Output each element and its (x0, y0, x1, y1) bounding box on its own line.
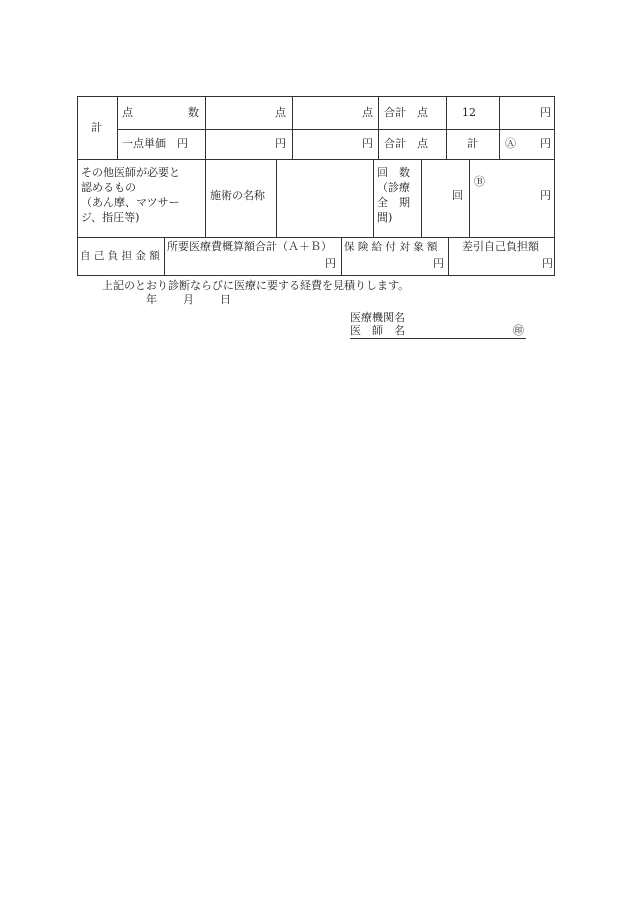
total-points-value: 12 (462, 106, 476, 119)
estimate-table (77, 96, 555, 276)
total-points-label: 合計 点 (384, 106, 428, 119)
unit-price-label: 一点単価 円 (122, 137, 188, 150)
col-divider (378, 97, 379, 159)
other-items-line: その他医師が必要と (81, 166, 180, 179)
treatment-name-label: 施術の名称 (210, 189, 265, 202)
count-unit: 回 (452, 189, 463, 202)
date-month-label: 月 (183, 293, 194, 306)
points-label: 点 (122, 106, 133, 119)
date-year-label: 年 (146, 293, 157, 306)
col-divider (117, 97, 118, 159)
yen-unit: 円 (540, 189, 551, 202)
col-divider (448, 237, 449, 276)
insurance-benefit-label: 保 険 給 付 対 象 額 (344, 241, 438, 253)
row-divider (78, 159, 555, 160)
net-self-burden-label: 差引自己負担額 (462, 240, 539, 253)
total-label: 計 (467, 137, 478, 150)
self-burden-label: 自 己 負 担 金 額 (80, 250, 160, 262)
doctor-name-underline (350, 338, 526, 339)
col-divider (205, 159, 206, 237)
yen-unit: 円 (433, 257, 444, 270)
mark-b: Ⓑ (474, 175, 485, 188)
yen-unit: 円 (540, 106, 551, 119)
total-points-label: 合計 点 (384, 137, 428, 150)
col-divider (292, 97, 293, 159)
seal-mark: ㊞ (513, 324, 524, 337)
other-items-line: 認めるもの (81, 181, 136, 194)
points-unit: 点 (275, 106, 286, 119)
count-label-line: （診療 (377, 181, 410, 194)
yen-unit: 円 (542, 257, 553, 270)
doctor-name-label: 医 師 名 (350, 324, 405, 337)
count-label-line: 全 期 (377, 196, 410, 209)
col-divider (446, 97, 447, 159)
col-divider (276, 159, 277, 237)
mark-a: Ⓐ (505, 137, 516, 150)
yen-unit: 円 (540, 137, 551, 150)
col-divider (499, 97, 500, 159)
count-label-line: 間) (377, 211, 393, 224)
col-divider (341, 237, 342, 276)
institution-name-label: 医療機関名 (350, 311, 405, 324)
total-section-label: 計 (91, 121, 102, 134)
total-required-label: 所要医療費概算額合計（Ａ＋Ｂ） (167, 240, 332, 253)
col-divider (469, 159, 470, 237)
estimate-statement: 上記のとおり診断ならびに医療に要する経費を見積りします。 (102, 279, 410, 292)
yen-unit: 円 (325, 257, 336, 270)
col-divider (373, 159, 374, 237)
other-items-line: ジ、指圧等) (81, 211, 140, 224)
count-label-line: 回 数 (377, 166, 410, 179)
row-divider (117, 129, 555, 130)
col-divider (164, 237, 165, 276)
other-items-line: （あん摩、マツサー (81, 196, 180, 209)
yen-unit: 円 (275, 137, 286, 150)
col-divider (205, 97, 206, 159)
date-day-label: 日 (220, 293, 231, 306)
points-label-suffix: 数 (188, 106, 199, 119)
yen-unit: 円 (362, 137, 373, 150)
points-unit: 点 (362, 106, 373, 119)
row-divider (78, 237, 555, 238)
col-divider (421, 159, 422, 237)
